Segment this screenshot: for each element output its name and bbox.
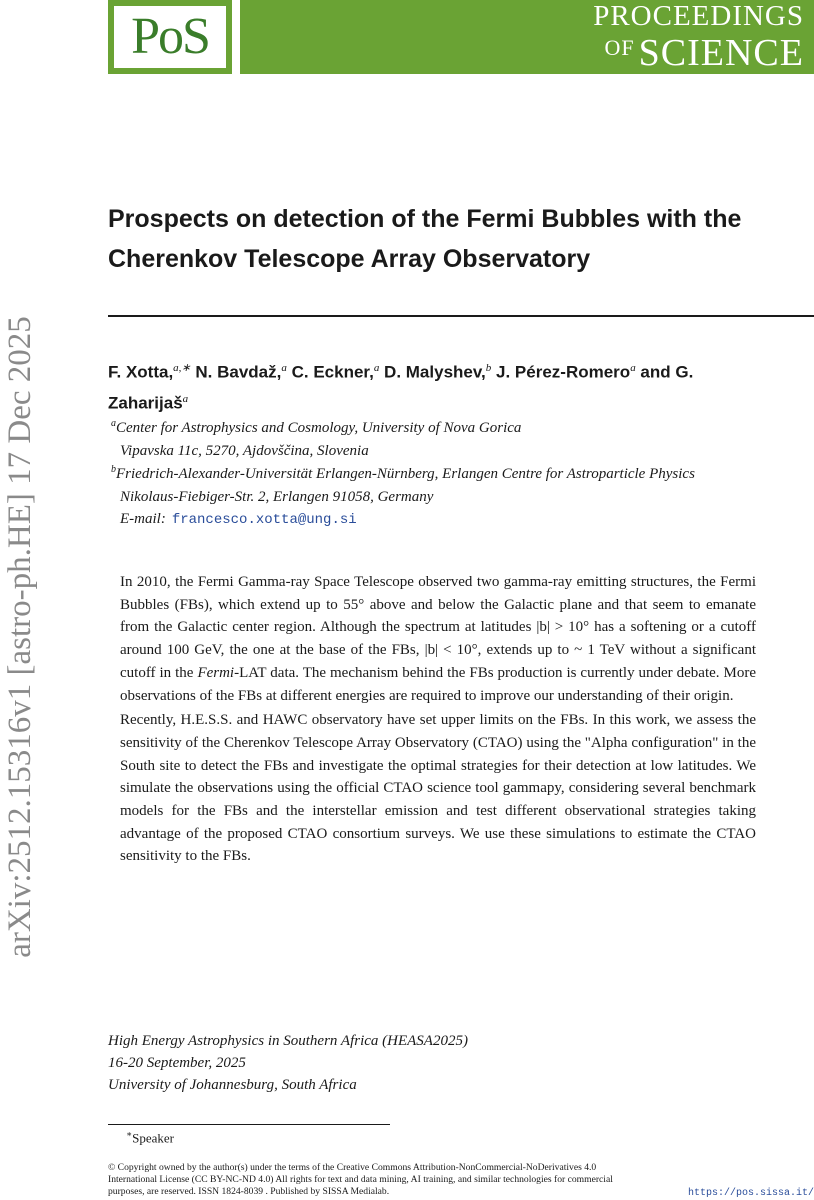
title-rule [108, 315, 814, 317]
footnote-mark: ∗ [126, 1129, 133, 1139]
author-sup: a [281, 362, 287, 374]
conference-name: High Energy Astrophysics in Southern Africa (HEASA2025) [108, 1033, 468, 1049]
affiliation-mark: a [111, 418, 116, 429]
author-sup: a [373, 362, 380, 374]
affiliation-address: Vipavska 11c, 5270, Ajdovščina, Slovenia [120, 443, 369, 459]
author: Zaharijaš [108, 393, 183, 413]
paper-title [108, 199, 798, 279]
email-label: E-mail: [120, 511, 166, 527]
email-line [120, 511, 357, 528]
pos-logo-text: PoS [131, 8, 209, 65]
pos-url-link[interactable]: https://pos.sissa.it/ [687, 1188, 814, 1199]
author-sup: a,∗ [173, 362, 191, 374]
author: C. Eckner, [291, 362, 374, 382]
conference-info [108, 1030, 468, 1096]
affiliation-mark: b [111, 464, 116, 475]
affiliation-address: Nikolaus-Fiebiger-Str. 2, Erlangen 91058, Germany [120, 489, 434, 505]
affiliation-b [111, 458, 791, 509]
affiliation-line: Friedrich-Alexander-Universität Erlangen-Nürnberg, Erlangen Centre for Astroparticle Physics [116, 466, 695, 482]
abstract-paragraph-1 [120, 571, 756, 707]
author: F. Xotta, [108, 362, 174, 382]
proceedings-banner [240, 0, 814, 74]
conference-dates: 16-20 September, 2025 [108, 1055, 246, 1071]
copyright-notice: © Copyright owned by the author(s) under the terms of the Creative Commons Attribution-NonCommercial-NoDerivatives 4.0 International License (CC BY-NC-ND 4.0) All rights for text and data mining, AI training, and similar technologies for commercial purposes, are reserved. ISSN 1824-8039 . Published by SISSA Medialab. [108, 1162, 613, 1198]
author-sup: a [182, 392, 189, 405]
footnote-text: Speaker [132, 1130, 174, 1146]
banner-proceedings: PROCEEDINGS [593, 0, 804, 32]
author: N. Bavdaž, [195, 362, 282, 382]
banner-science-word: SCIENCE [638, 32, 804, 74]
affiliation-a [111, 412, 791, 463]
banner-science [605, 34, 804, 72]
author: J. Pérez-Romero [496, 362, 631, 382]
banner-of: OF [604, 35, 635, 60]
author-list [108, 355, 788, 416]
title-line-1: Prospects on detection of the Fermi Bubbles with the [108, 205, 742, 233]
footnote [126, 1129, 174, 1146]
abstract-text: -LAT data. The mechanism behind the FBs production is currently under debate. More observations of the FBs at different energies are required to improve our understanding of their origin. [120, 664, 756, 704]
abstract-paragraph-2: Recently, H.E.S.S. and HAWC observatory have set upper limits on the FBs. In this work, we assess the sensitivity of the Cherenkov Telescope Array Observatory (CTAO) using the "Alpha configuration" in the South site to detect the FBs and investigate the optimal strategies for their detection at low latitudes. We simulate the observations using the official CTAO science tool gammapy, considering several benchmark models for the FBs and the interstellar emission and test different observational strategies taking advantage of the proposed CTAO consortium surveys. We use these simulations to estimate the CTAO sensitivity to the FBs. [120, 712, 756, 865]
author-sup: b [485, 362, 492, 374]
email-link[interactable]: francesco.xotta@ung.si [171, 512, 357, 528]
affiliation-line: Center for Astrophysics and Cosmology, University of Nova Gorica [116, 420, 522, 436]
author: and G. [640, 362, 694, 382]
abstract-text: In 2010, the Fermi Gamma-ray Space Telescope observed two gamma-ray emitting structures, the Fermi Bubbles (FBs), which extend up to 55° above and below the Galactic plane and that seem to emanate from the Galactic center region. Although the spectrum at latitudes |b| > 10° has a softening or a cutoff around 100 GeV, the one at the base of the FBs, |b| < 10°, extends up to ~ 1 TeV without a significant cutoff in the [120, 574, 756, 681]
author: D. Malyshev, [384, 362, 486, 382]
conference-venue: University of Johannesburg, South Africa [108, 1077, 357, 1093]
abstract-emphasis: Fermi [197, 664, 235, 681]
footnote-rule [108, 1124, 390, 1125]
author-sup: a [630, 362, 636, 374]
arxiv-stamp: arXiv:2512.15316v1 [astro-ph.HE] 17 Dec 2025 [2, 316, 38, 958]
abstract [120, 571, 756, 868]
pos-logo [108, 0, 232, 74]
title-line-2: Cherenkov Telescope Array Observatory [108, 245, 591, 273]
